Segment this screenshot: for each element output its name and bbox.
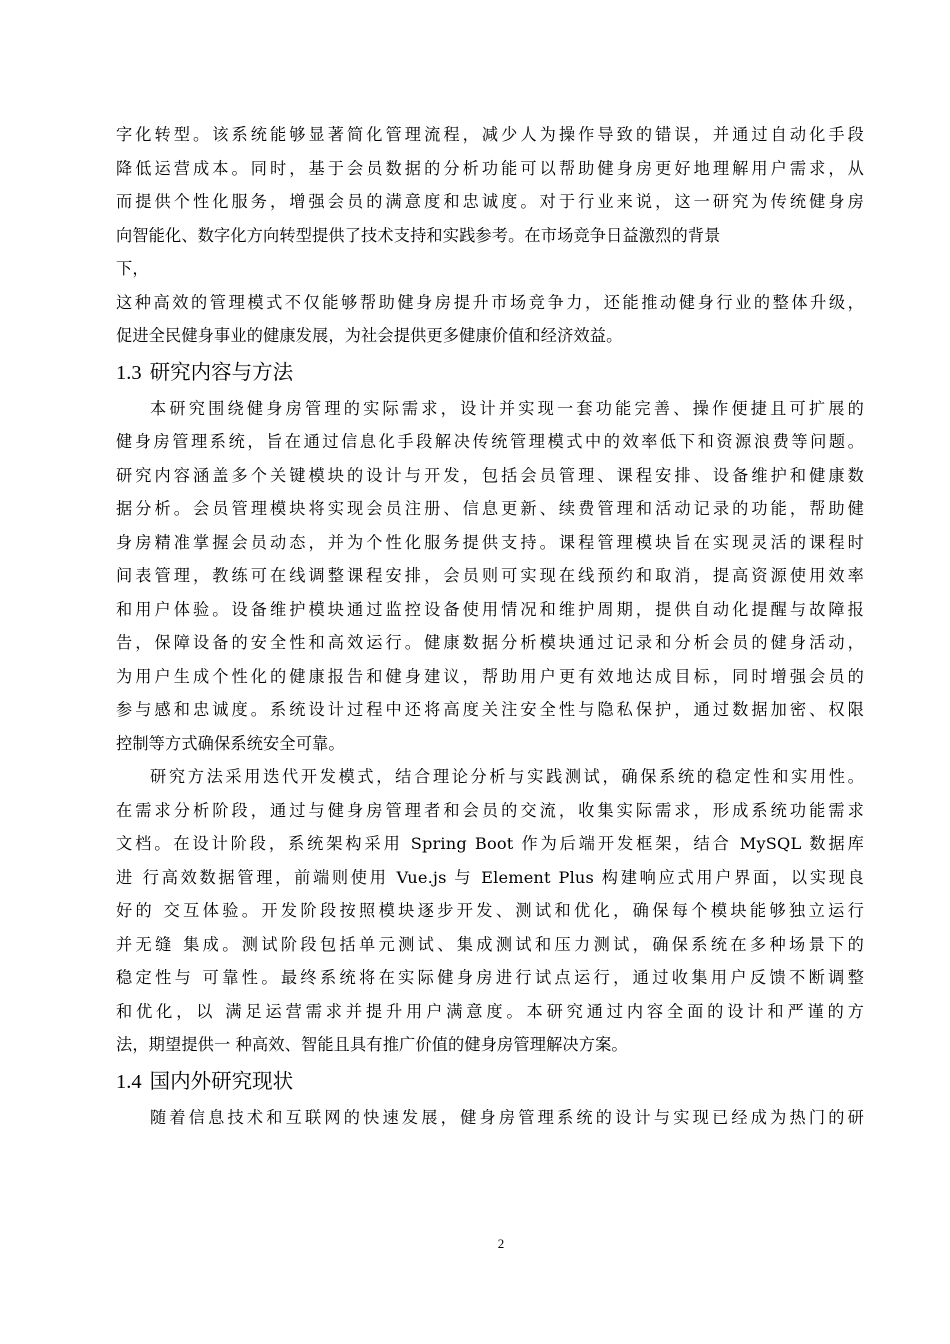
text-line: 稳定性与 可靠性。最终系统将在实际健身房进行试点运行，通过收集用户反馈不断调整 [116,968,864,987]
text-line: 本研究围绕健身房管理的实际需求，设计并实现一套功能完善、操作便捷且可扩展的 [150,398,864,418]
text-line: 随着信息技术和互联网的快速发展，健身房管理系统的设计与实现已经成为热门的研 [150,1107,864,1127]
section-heading-1-4 [116,1065,864,1098]
section-number: 1.4 [116,1070,142,1093]
text-line: 促进全民健身事业的健康发展，为社会提供更多健康价值和经济效益。 [116,326,623,345]
section-1-3-paragraph-2 [116,760,864,1062]
text-line: 据分析。会员管理模块将实现会员注册、信息更新、续费管理和活动记录的功能，帮助健 [116,499,864,518]
text-line: 健身房管理系统，旨在通过信息化手段解决传统管理模式中的效率低下和资源浪费等问题。 [116,432,864,451]
paragraph-continuation [116,118,864,353]
section-1-4-paragraph-1 [116,1101,864,1135]
text-line: 为用户生成个性化的健康报告和健身建议，帮助用户更有效地达成目标，同时增强会员的 [116,666,864,686]
text-line: 研究内容涵盖多个关键模块的设计与开发，包括会员管理、课程安排、设备维护和健康数 [116,465,864,485]
text-line: 字化转型。该系统能够显著简化管理流程，减少人为操作导致的错误，并通过自动化手段 [116,125,864,144]
text-line: 研究方法采用迭代开发模式，结合理论分析与实践测试，确保系统的稳定性和实用性。 [150,767,864,786]
text-line: 在需求分析阶段，通过与健身房管理者和会员的交流，收集实际需求，形成系统功能需求 [116,800,864,820]
page-number: 2 [497,1236,505,1251]
text-line: 和优化，以 满足运营需求并提升用户满意度。本研究通过内容全面的设计和严谨的方 [116,1001,864,1021]
text-line: 法，期望提供一 种高效、智能且具有推广价值的健身房管理解决方案。 [116,1035,628,1054]
section-title: 研究内容与方法 [149,359,294,384]
text-line: 控制等方式确保系统安全可靠。 [116,733,345,753]
text-line: 参与感和忠诚度。系统设计过程中还将高度关注安全性与隐私保护，通过数据加密、权限 [116,700,864,719]
section-heading-1-3 [116,356,864,389]
text-line: 身房精准掌握会员动态，并为个性化服务提供支持。课程管理模块旨在实现灵活的课程时 [116,532,864,552]
text-line: 而提供个性化服务，增强会员的满意度和忠诚度。对于行业来说，这一研究为传统健身房 [116,192,864,211]
text-line: 向智能化、数字化方向转型提供了技术支持和实践参考。在市场竞争日益激烈的背景 [116,225,721,245]
text-line: 好的 交互体验。开发阶段按照模块逐步开发、测试和优化，确保每个模块能够独立运行 [116,901,864,920]
page-body [116,118,864,1134]
text-line: 进 行高效数据管理，前端则使用 Vue.js 与 Element Plus 构建响应式用户界面，以实现良 [116,867,864,887]
text-line: 告，保障设备的安全性和高效运行。健康数据分析模块通过记录和分析会员的健身活动， [116,633,864,652]
text-line: 文档。在设计阶段，系统架构采用 Spring Boot 作为后端开发框架，结合 MySQL 数据库 [116,834,864,853]
text-line: 间表管理，教练可在线调整课程安排，会员则可实现在线预约和取消，提高资源使用效率 [116,566,864,585]
text-line: 降低运营成本。同时，基于会员数据的分析功能可以帮助健身房更好地理解用户需求，从 [116,158,864,178]
section-number: 1.3 [116,361,142,384]
text-line: 下， [116,259,149,278]
section-1-3-paragraph-1 [116,392,864,761]
section-title: 国内外研究现状 [149,1068,294,1093]
text-line: 和用户体验。设备维护模块通过监控设备使用情况和维护周期，提供自动化提醒与故障报 [116,599,864,619]
text-line: 这种高效的管理模式不仅能够帮助健身房提升市场竞争力，还能推动健身行业的整体升级， [116,292,864,312]
text-line: 并无缝 集成。测试阶段包括单元测试、集成测试和压力测试，确保系统在多种场景下的 [116,934,864,954]
